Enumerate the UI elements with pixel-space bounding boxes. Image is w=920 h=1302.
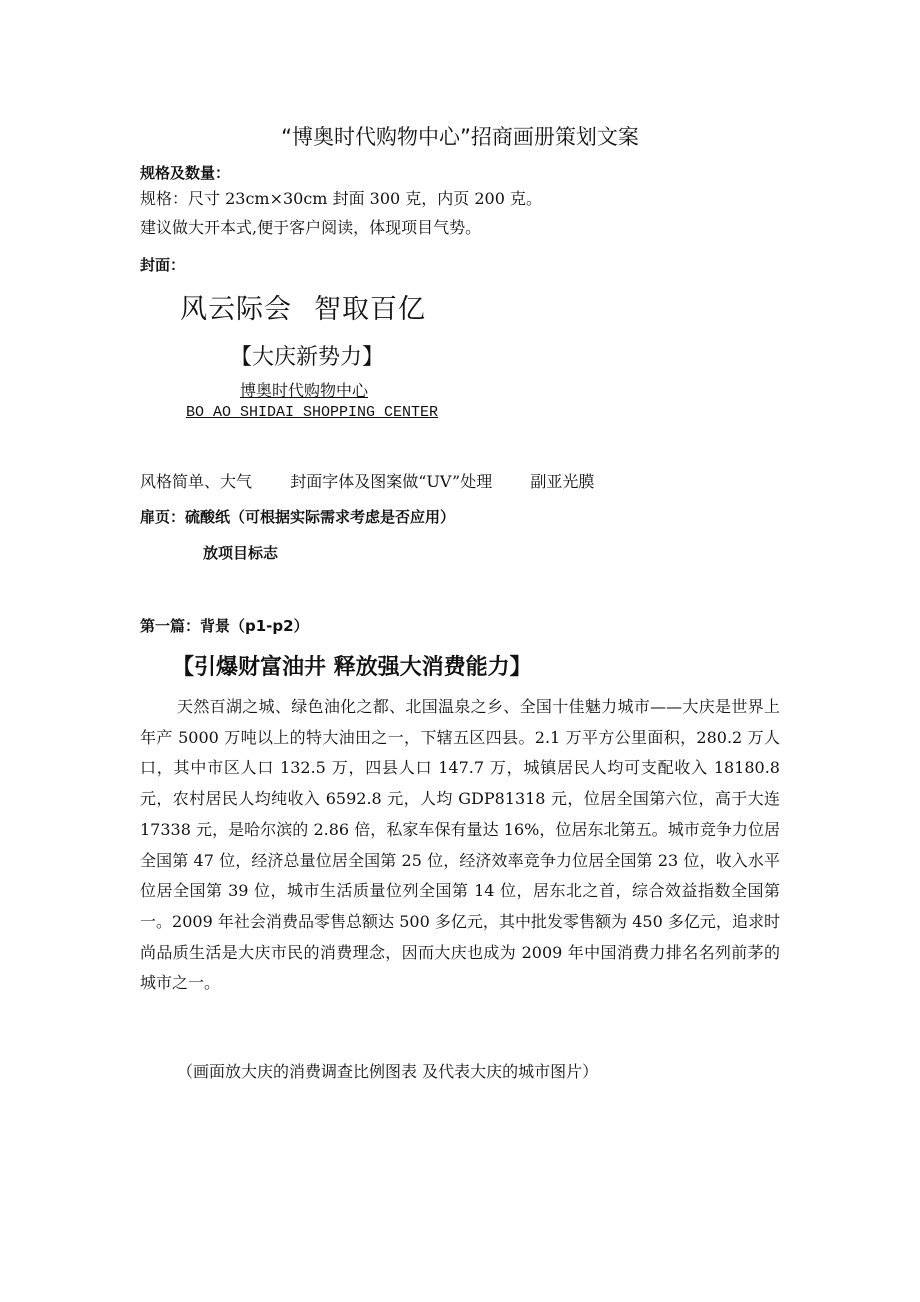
specs-suggestion-line: 建议做大开本式,便于客户阅读，体现项目气势。 (140, 218, 482, 237)
document-title: “博奥时代购物中心”招商画册策划文案 (281, 125, 639, 149)
cover-style-row (140, 469, 594, 492)
flyleaf-sub-line: 放项目标志 (203, 544, 279, 562)
cover-slogan (180, 287, 426, 326)
cover-style-item: 副亚光膜 (530, 472, 595, 491)
chapter-one-paragraph: 天然百湖之城、绿色油化之都、北国温泉之乡、全国十佳魅力城市——大庆是世界上年产 5000 万吨以上的特大油田之一，下辖五区四县。2.1 万平方公里面积，280.2 万人口，其中市区人口 132.5 万，四县人口 147.7 万，城镇居民人均可支配收入 18180.8 元，农村居民人均纯收入 6592.8 元，人均 GDP81318 元，位居全国第六位，高于大连 17338 元，是哈尔滨的 2.86 倍，私家车保有量达 16%，位居东北第五。城市竞争力位居全国第 47 位，经济总量位居全国第 25 位，经济效率竞争力位居全国第 23 位，收入水平位居全国第 39 位，城市生活质量位列全国第 14 位，居东北之首，综合效益指数全国第一。2009 年社会消费品零售总额达 500 多亿元，其中批发零售额为 450 多亿元，追求时尚品质生活是大庆市民的消费理念，因而大庆也成为 2009 年中国消费力排名名列前茅的城市之一。 (140, 697, 780, 993)
cover-brand: 【大庆新势力】 (230, 345, 385, 370)
cover-heading: 封面： (140, 256, 186, 274)
cover-style-item: 风格简单、大气 (140, 472, 253, 491)
chapter-one-caption: （画面放大庆的消费调查比例图表 及代表大庆的城市图片） (177, 1062, 599, 1081)
flyleaf-line: 扉页：硫酸纸（可根据实际需求考虑是否应用） (140, 508, 456, 526)
cover-slogan-part2: 智取百亿 (314, 294, 426, 325)
cover-slogan-part1: 风云际会 (180, 294, 292, 325)
cover-name-english: BO AO SHIDAI SHOPPING CENTER (186, 404, 439, 421)
cover-style-item: 封面字体及图案做“UV”处理 (290, 472, 493, 491)
chapter-one-heading: 第一篇：背景（p1-p2） (140, 617, 309, 635)
cover-name-chinese: 博奥时代购物中心 (240, 381, 369, 400)
chapter-one-section-title: 【引爆财富油井 释放强大消费能力】 (172, 655, 532, 680)
specs-heading: 规格及数量： (140, 164, 231, 182)
specs-size-line: 规格：尺寸 23cm×30cm 封面 300 克，内页 200 克。 (140, 189, 542, 208)
